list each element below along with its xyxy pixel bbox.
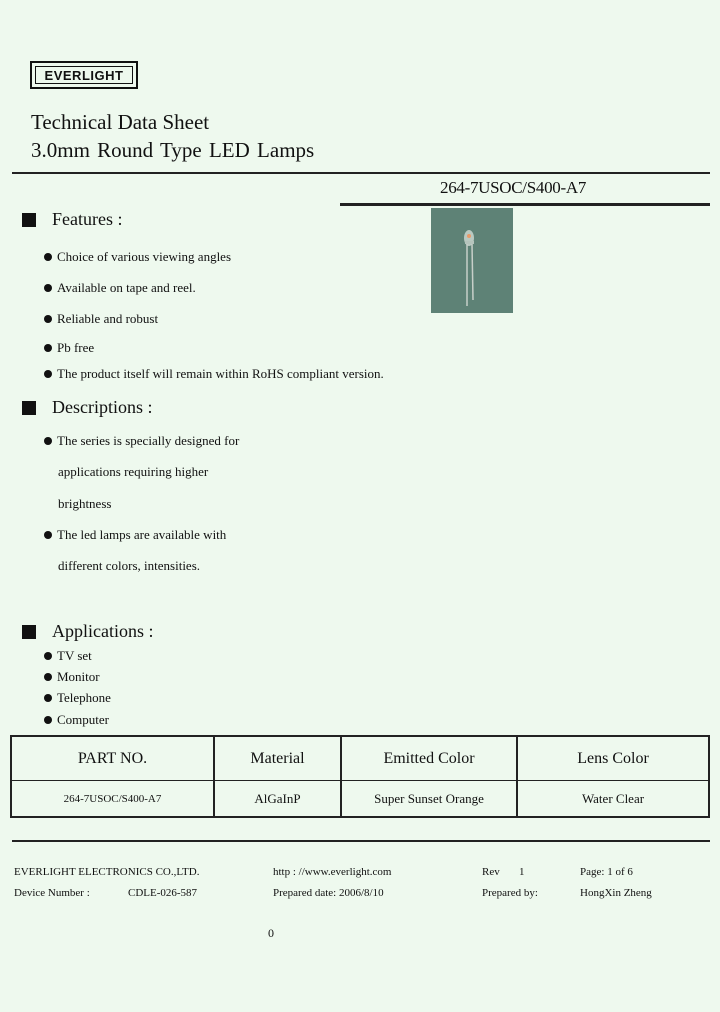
application-item: Monitor <box>44 669 100 685</box>
description-line: different colors, intensities. <box>58 558 201 573</box>
bullet-dot-icon <box>44 673 52 681</box>
footer-device-value: CDLE-026-587 <box>128 887 198 899</box>
page-index: 0 <box>268 926 274 940</box>
feature-item: Available on tape and reel. <box>44 280 196 296</box>
footer-rev-value: 1 <box>519 866 525 878</box>
everlight-logo <box>30 61 138 89</box>
square-bullet-icon <box>22 213 36 227</box>
footer-page: Page: 1 of 6 <box>580 866 633 878</box>
cell-lens-color: Water Clear <box>581 790 645 806</box>
cell-part-no: 264-7USOC/S400-A7 <box>63 792 162 805</box>
application-item: Computer <box>44 712 109 728</box>
bullet-dot-icon <box>44 652 52 660</box>
bullet-dot-icon <box>44 437 52 445</box>
part-number-rule <box>340 203 710 206</box>
doc-title: Technical Data Sheet <box>31 110 210 134</box>
part-number-heading: 264-7USOC/S400-A7 <box>440 178 587 197</box>
bullet-dot-icon <box>44 694 52 702</box>
footer-url[interactable]: http : //www.everlight.com <box>273 866 392 878</box>
feature-item: Reliable and robust <box>44 311 158 327</box>
footer-device-label: Device Number : <box>14 887 90 899</box>
bullet-dot-icon <box>44 531 52 539</box>
top-rule <box>12 172 710 174</box>
bullet-dot-icon <box>44 284 52 292</box>
doc-subtitle: 3.0mm Round Type LED Lamps <box>31 138 315 162</box>
bullet-dot-icon <box>44 315 52 323</box>
bullet-dot-icon <box>44 716 52 724</box>
header-emitted-color: Emitted Color <box>383 749 475 767</box>
descriptions-heading: Descriptions : <box>22 397 153 418</box>
header-material: Material <box>250 749 305 767</box>
footer-prepared-date: Prepared date: 2006/8/10 <box>273 887 384 899</box>
feature-item: Pb free <box>44 340 94 356</box>
cell-material: AlGaInP <box>254 790 301 806</box>
square-bullet-icon <box>22 625 36 639</box>
logo-text: EVERLIGHT <box>35 66 133 84</box>
applications-heading: Applications : <box>22 621 154 642</box>
footer-prepared-by-label: Prepared by: <box>482 887 538 899</box>
description-item: The series is specially designed for <box>44 433 239 449</box>
description-line: applications requiring higher <box>58 464 209 479</box>
features-heading: Features : <box>22 209 122 230</box>
description-line: brightness <box>58 496 112 511</box>
footer-rev-label: Rev <box>482 866 500 878</box>
feature-item: The product itself will remain within RoHS compliant version. <box>44 366 384 382</box>
cell-emitted-color: Super Sunset Orange <box>374 790 484 806</box>
application-item: TV set <box>44 648 92 664</box>
bullet-dot-icon <box>44 253 52 261</box>
feature-item: Choice of various viewing angles <box>44 249 231 265</box>
header-part-no: PART NO. <box>77 749 148 767</box>
footer-prepared-by-value: HongXin Zheng <box>580 887 652 899</box>
bullet-dot-icon <box>44 344 52 352</box>
footer-rule <box>12 840 710 842</box>
led-lamp-photo <box>431 208 513 313</box>
application-item: Telephone <box>44 690 111 706</box>
description-item: The led lamps are available with <box>44 527 226 543</box>
footer-company: EVERLIGHT ELECTRONICS CO.,LTD. <box>14 866 200 878</box>
square-bullet-icon <box>22 401 36 415</box>
header-lens-color: Lens Color <box>577 749 649 767</box>
bullet-dot-icon <box>44 370 52 378</box>
spec-table <box>10 735 710 818</box>
